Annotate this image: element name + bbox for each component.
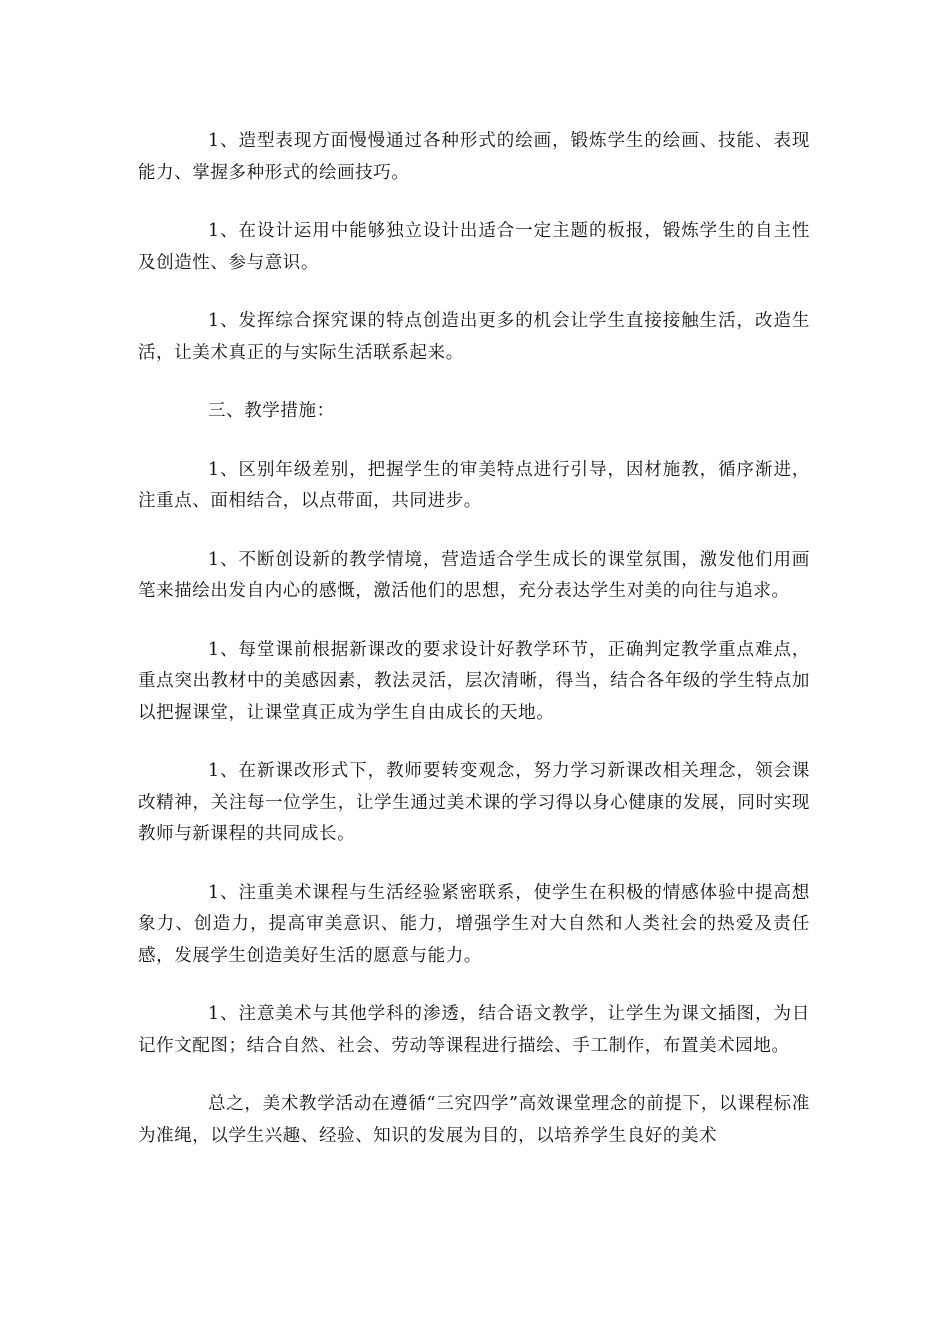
paragraph-grade-difference: 1、区别年级差别，把握学生的审美特点进行引导，因材施教，循序渐进，注重点、面相结合，以点带面，共同进步。 bbox=[138, 459, 810, 511]
paragraph-life-experience: 1、注重美术课程与生活经验紧密联系，使学生在积极的情感体验中提高想象力、创造力，提高审美意识、能力，增强学生对大自然和人类社会的热爱及责任感，发展学生创造美好生活的愿意与能力。 bbox=[138, 882, 810, 966]
paragraph-teaching-situation: 1、不断创设新的教学情境，营造适合学生成长的课堂氛围，激发他们用画笔来描绘出发自内心的感慨，激活他们的思想，充分表达学生对美的向往与追求。 bbox=[138, 549, 810, 601]
paragraph-new-curriculum: 1、在新课改形式下，教师要转变观念，努力学习新课改相关理念，领会课改精神，关注每一位学生，让学生通过美术课的学习得以身心健康的发展，同时实现教师与新课程的共同成长。 bbox=[138, 761, 810, 844]
paragraph-design: 1、在设计运用中能够独立设计出适合一定主题的板报，锻炼学生的自主性及创造性、参与意识。 bbox=[138, 221, 810, 273]
paragraph-cross-subject: 1、注意美术与其他学科的渗透，结合语文教学，让学生为课文插图，为日记作文配图；结合自然、社会、劳动等课程进行描绘、手工制作，布置美术园地。 bbox=[138, 1004, 810, 1056]
section-heading-measures: 三、教学措施： bbox=[208, 401, 335, 421]
paragraph-modeling: 1、造型表现方面慢慢通过各种形式的绘画，锻炼学生的绘画、技能、表现能力、掌握多种形式的绘画技巧。 bbox=[138, 131, 810, 183]
paragraph-lesson-preparation: 1、每堂课前根据新课改的要求设计好教学环节，正确判定教学重点难点，重点突出教材中的美感因素，教法灵活，层次清晰，得当，结合各年级的学生特点加以把握课堂，让课堂真正成为学生自由成长的天地。 bbox=[138, 639, 810, 723]
paragraph-inquiry: 1、发挥综合探究课的特点创造出更多的机会让学生直接接触生活，改造生活，让美术真正的与实际生活联系起来。 bbox=[138, 311, 810, 363]
document-page bbox=[138, 126, 810, 1179]
paragraph-summary: 总之，美术教学活动在遵循“三究四学”高效课堂理念的前提下，以课程标准为准绳，以学生兴趣、经验、知识的发展为目的，以培养学生良好的美术 bbox=[138, 1094, 810, 1146]
